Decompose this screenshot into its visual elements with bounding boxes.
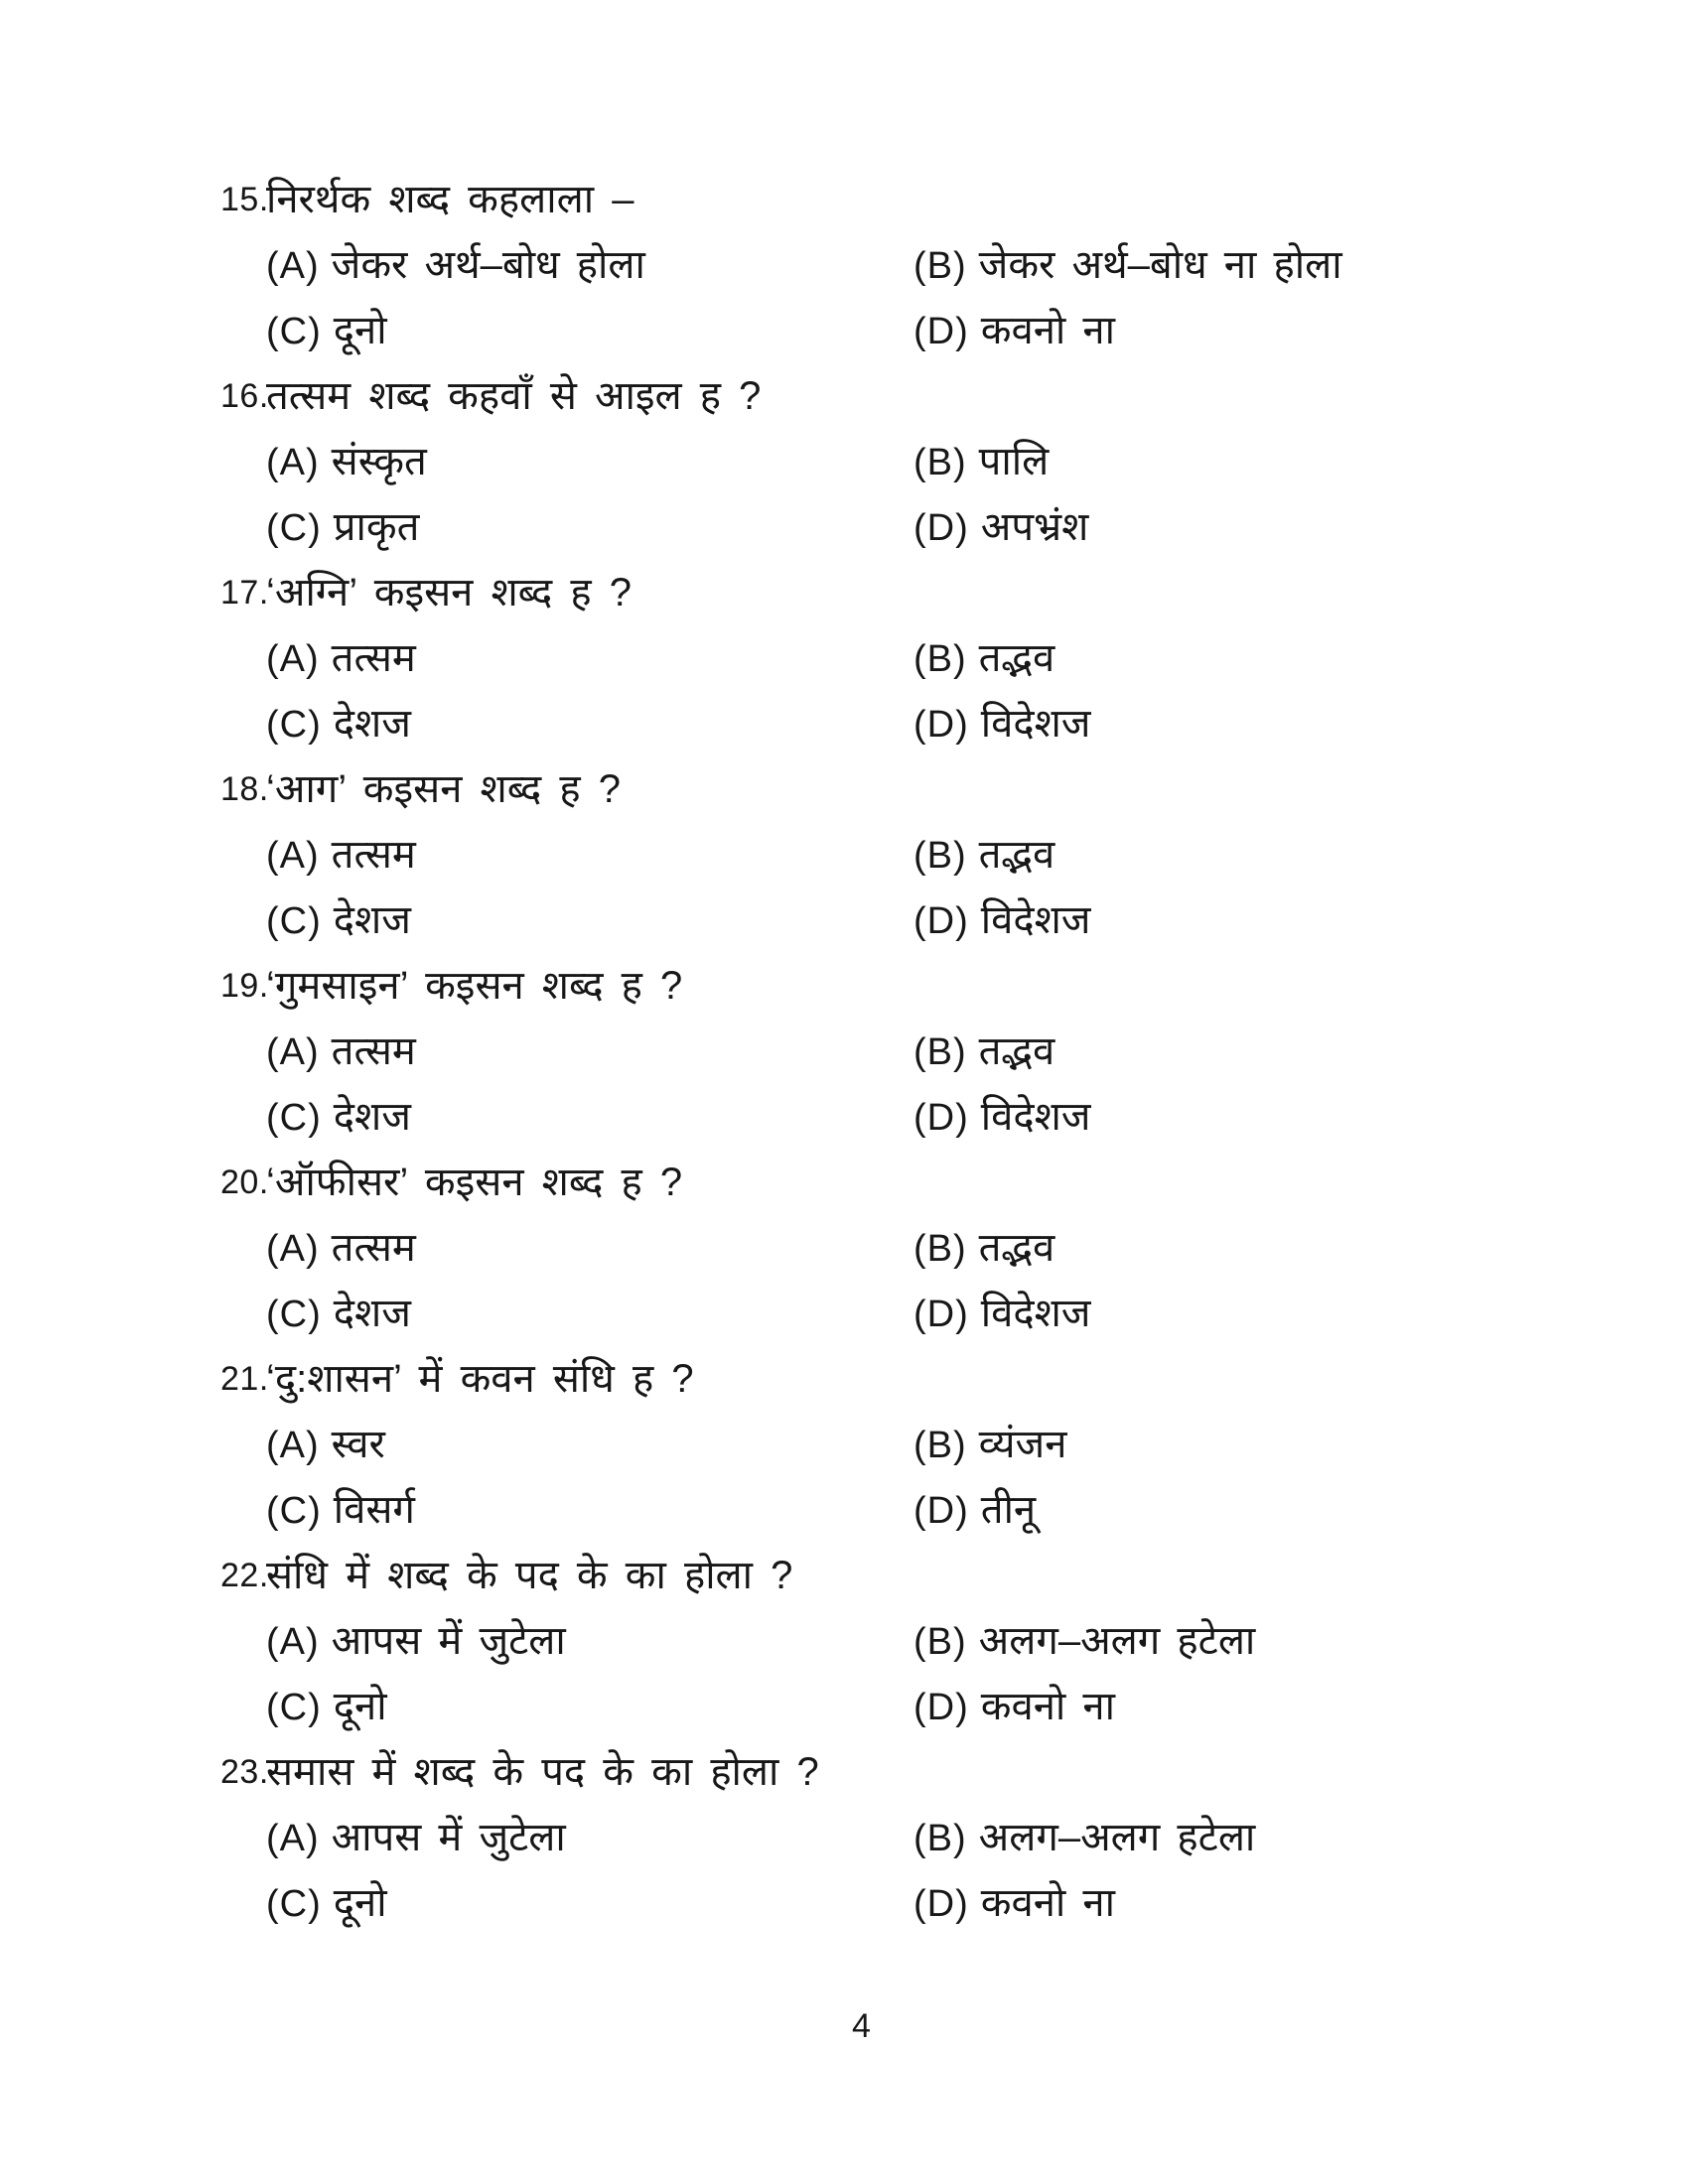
option-d-text: कवनो ना [980,1685,1115,1728]
question-block [0,363,1688,560]
option-d-label: (D) [914,900,969,942]
option-d-label: (D) [914,1097,969,1139]
option-a-label: (A) [266,835,320,877]
question-block [0,756,1688,953]
option-b-text: जेकर अर्थ–बोध ना होला [978,243,1342,287]
option-c-label: (C) [266,1294,322,1335]
option-c-label: (C) [266,1097,322,1139]
option-c [266,1870,387,1937]
option-c-text: दूनो [333,1881,387,1925]
question-number: 15. [220,181,269,218]
option-a-text: आपस में जुटेला [331,1619,566,1663]
option-b-label: (B) [914,638,967,680]
options-row-ab [0,1608,1688,1674]
option-a [266,625,416,692]
question-text: ‘दु:शासन’ में कवन संधि ह ? [266,1357,694,1401]
question-list [0,167,1688,1936]
option-a-text: स्वर [331,1423,385,1466]
question-text: ‘अग्नि’ कइसन शब्द ह ? [266,571,632,614]
option-d [914,1870,1115,1937]
option-b-label: (B) [914,1425,967,1466]
options-row-ab [0,232,1688,298]
option-d-text: विदेशज [980,1095,1091,1139]
option-d [914,298,1115,364]
option-d-text: अपभ्रंश [980,505,1089,549]
option-a-label: (A) [266,1031,320,1073]
options-row-cd [0,887,1688,953]
option-a-text: तत्सम [331,1226,416,1270]
option-a [266,429,427,495]
option-d-label: (D) [914,1490,969,1532]
option-a-text: तत्सम [331,636,416,680]
options-row-ab [0,1215,1688,1281]
option-c [266,494,419,561]
option-a-label: (A) [266,245,320,287]
option-b-text: तद्भव [978,636,1055,680]
question-number: 19. [220,967,269,1005]
option-c [266,887,411,954]
question-row [0,560,1688,625]
option-d [914,1674,1115,1740]
options-row-cd [0,494,1688,560]
option-a-text: जेकर अर्थ–बोध होला [331,243,645,287]
question-block [0,167,1688,363]
option-d [914,1084,1091,1151]
option-c [266,1674,387,1740]
option-a-text: आपस में जुटेला [331,1816,566,1859]
question-row [0,1739,1688,1805]
question-row [0,756,1688,822]
option-d [914,1281,1091,1347]
option-c-text: विसर्ग [333,1488,415,1532]
option-c-label: (C) [266,1687,322,1728]
option-c [266,1477,415,1544]
question-block [0,1543,1688,1739]
option-c-text: देशज [333,702,411,746]
option-a [266,1019,416,1085]
option-a-label: (A) [266,442,320,483]
option-c [266,1281,411,1347]
option-c-label: (C) [266,900,322,942]
option-c-text: प्राकृत [333,505,420,549]
option-a [266,232,645,299]
question-row [0,167,1688,232]
question-row [0,1346,1688,1412]
option-b-text: तद्भव [978,1029,1055,1073]
question-number: 22. [220,1557,269,1594]
option-d-text: विदेशज [980,1292,1091,1335]
option-c-text: देशज [333,898,411,942]
option-b [914,232,1342,299]
option-b-text: अलग–अलग हटेला [978,1816,1256,1859]
option-d-label: (D) [914,704,969,746]
options-row-cd [0,1084,1688,1150]
question-number: 18. [220,770,269,808]
option-a-label: (A) [266,1621,320,1663]
options-row-ab [0,1019,1688,1084]
question-block [0,1739,1688,1936]
option-a-label: (A) [266,1818,320,1859]
option-b [914,1412,1066,1478]
options-row-cd [0,1281,1688,1346]
option-a-label: (A) [266,1425,320,1466]
options-row-ab [0,1412,1688,1477]
option-c-label: (C) [266,311,322,352]
option-a [266,1215,416,1282]
options-row-ab [0,822,1688,887]
option-c-label: (C) [266,1490,322,1532]
option-d-text: विदेशज [980,898,1091,942]
option-a-label: (A) [266,638,320,680]
question-number: 23. [220,1753,269,1791]
option-c-text: दूनो [333,309,387,352]
question-number: 17. [220,574,269,612]
option-b-label: (B) [914,442,967,483]
option-a-text: तत्सम [331,1029,416,1073]
option-b [914,429,1049,495]
option-b-text: तद्भव [978,833,1055,877]
option-d-label: (D) [914,311,969,352]
option-c-label: (C) [266,704,322,746]
question-text: ‘आग’ कइसन शब्द ह ? [266,767,621,811]
option-d-text: कवनो ना [980,1881,1115,1925]
question-number: 20. [220,1163,269,1201]
option-b-label: (B) [914,1031,967,1073]
option-a [266,1412,385,1478]
question-text: तत्सम शब्द कहवाँ से आइल ह ? [266,374,762,418]
option-d-label: (D) [914,1687,969,1728]
option-b-label: (B) [914,1228,967,1270]
option-a-text: तत्सम [331,833,416,877]
option-d-label: (D) [914,1294,969,1335]
option-b [914,1608,1255,1675]
options-row-cd [0,1477,1688,1543]
option-a [266,1805,566,1871]
option-c-label: (C) [266,507,322,549]
options-row-cd [0,691,1688,756]
question-text: ‘गुमसाइन’ कइसन शब्द ह ? [266,964,683,1008]
question-row [0,1543,1688,1608]
option-d-text: विदेशज [980,702,1091,746]
option-d [914,887,1091,954]
options-row-cd [0,298,1688,363]
option-d [914,691,1091,757]
options-row-ab [0,1805,1688,1870]
question-text: ‘ऑफीसर’ कइसन शब्द ह ? [266,1160,683,1204]
option-c [266,1084,411,1151]
option-a [266,822,416,888]
question-row [0,1150,1688,1215]
option-c [266,691,411,757]
question-number: 21. [220,1360,269,1398]
question-text: समास में शब्द के पद के का होला ? [266,1750,819,1794]
option-d-text: कवनो ना [980,309,1115,352]
option-d-label: (D) [914,507,969,549]
question-block [0,1346,1688,1543]
option-c-label: (C) [266,1883,322,1925]
options-row-ab [0,429,1688,494]
option-b [914,1019,1055,1085]
question-row [0,363,1688,429]
option-d [914,1477,1036,1544]
page-number: 4 [852,2007,871,2045]
question-block [0,560,1688,756]
option-a [266,1608,566,1675]
option-d-text: तीनू [980,1488,1037,1532]
question-number: 16. [220,377,269,415]
option-b-label: (B) [914,835,967,877]
option-b-text: अलग–अलग हटेला [978,1619,1256,1663]
option-d [914,494,1088,561]
option-a-text: संस्कृत [331,440,427,483]
question-block [0,953,1688,1150]
option-b-text: व्यंजन [978,1423,1067,1466]
options-row-cd [0,1870,1688,1936]
option-b-label: (B) [914,1818,967,1859]
option-d-label: (D) [914,1883,969,1925]
options-row-cd [0,1674,1688,1739]
option-c-text: दूनो [333,1685,387,1728]
option-b-text: तद्भव [978,1226,1055,1270]
question-text: संधि में शब्द के पद के का होला ? [266,1554,793,1597]
question-block [0,1150,1688,1346]
question-text: निरर्थक शब्द कहलाला – [266,178,634,221]
option-b-label: (B) [914,1621,967,1663]
option-b [914,1805,1255,1871]
option-b [914,1215,1055,1282]
option-b-text: पालि [978,440,1050,483]
option-c [266,298,387,364]
option-c-text: देशज [333,1292,411,1335]
option-a-label: (A) [266,1228,320,1270]
option-b [914,625,1055,692]
option-b [914,822,1055,888]
option-c-text: देशज [333,1095,411,1139]
option-b-label: (B) [914,245,967,287]
question-row [0,953,1688,1019]
options-row-ab [0,625,1688,691]
